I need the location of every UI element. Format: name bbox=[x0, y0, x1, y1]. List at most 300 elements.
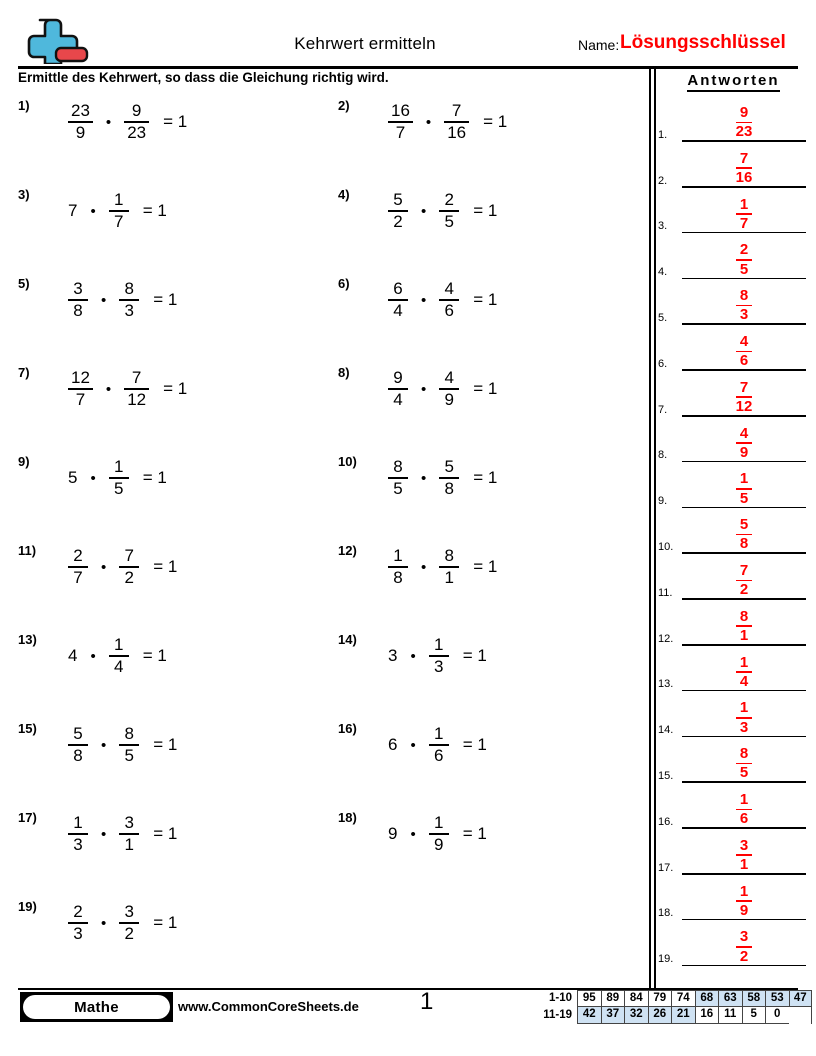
left-fraction-denominator: 8 bbox=[73, 746, 83, 766]
score-cell: 84 bbox=[624, 990, 648, 1007]
right-fraction bbox=[119, 725, 139, 766]
answer-index: 11. bbox=[658, 586, 673, 599]
right-fraction bbox=[439, 280, 459, 321]
score-cell: 0 bbox=[765, 1007, 789, 1024]
right-fraction-denominator: 3 bbox=[124, 301, 134, 321]
answer-value bbox=[682, 884, 806, 919]
equals-result: = 1 bbox=[462, 646, 487, 665]
right-fraction-denominator: 3 bbox=[434, 657, 444, 677]
answer-numerator: 4 bbox=[739, 424, 749, 442]
answer-value bbox=[682, 838, 806, 873]
answer-index: 14. bbox=[658, 724, 674, 737]
problem-15 bbox=[18, 715, 338, 804]
right-fraction-numerator: 2 bbox=[444, 189, 454, 209]
left-fraction-denominator: 7 bbox=[395, 123, 406, 143]
left-fraction-numerator: 2 bbox=[73, 545, 83, 565]
right-fraction-denominator: 9 bbox=[444, 390, 454, 410]
right-fraction-denominator: 6 bbox=[444, 301, 454, 321]
right-fraction bbox=[109, 191, 129, 232]
answer-index: 10. bbox=[658, 540, 674, 553]
answer-value bbox=[682, 288, 806, 323]
score-cell: 95 bbox=[577, 990, 601, 1007]
left-fraction bbox=[388, 369, 408, 410]
problem-4 bbox=[338, 181, 638, 270]
right-fraction-numerator: 1 bbox=[434, 723, 444, 743]
answer-value bbox=[682, 563, 806, 598]
answer-row bbox=[656, 737, 814, 783]
right-fraction bbox=[109, 458, 129, 499]
right-fraction bbox=[119, 547, 139, 588]
left-fraction-numerator: 9 bbox=[393, 367, 403, 387]
page-number: 1 bbox=[420, 988, 434, 1015]
problem-row bbox=[0, 715, 649, 804]
multiply-operator: • bbox=[101, 736, 107, 754]
page-header bbox=[0, 0, 816, 68]
left-fraction-numerator: 5 bbox=[393, 189, 403, 209]
left-fraction-numerator: 8 bbox=[393, 456, 403, 476]
left-whole-number: 3 bbox=[388, 646, 398, 665]
multiply-operator: • bbox=[105, 113, 112, 131]
score-cell: 58 bbox=[742, 990, 766, 1007]
score-cell-empty bbox=[789, 1007, 813, 1024]
problem-number: 8) bbox=[338, 365, 350, 380]
right-fraction bbox=[124, 369, 149, 410]
answer-row bbox=[656, 691, 814, 737]
answer-fraction bbox=[736, 517, 752, 552]
answer-numerator: 3 bbox=[739, 928, 749, 946]
right-fraction-numerator: 8 bbox=[124, 723, 134, 743]
score-cell: 21 bbox=[671, 1007, 695, 1024]
multiply-operator: • bbox=[425, 113, 432, 131]
problem-12 bbox=[338, 537, 638, 626]
answer-value bbox=[682, 426, 806, 461]
left-fraction-denominator: 7 bbox=[75, 390, 86, 410]
answer-row bbox=[656, 600, 814, 646]
right-fraction-numerator: 1 bbox=[434, 634, 444, 654]
problem-number: 7) bbox=[18, 365, 30, 380]
answer-row bbox=[656, 920, 814, 966]
left-whole-number: 6 bbox=[388, 735, 398, 754]
right-fraction-numerator: 1 bbox=[114, 456, 124, 476]
answer-index: 6. bbox=[658, 357, 668, 370]
left-fraction bbox=[388, 458, 408, 499]
answer-numerator: 1 bbox=[739, 470, 749, 488]
answer-fraction bbox=[736, 884, 752, 919]
left-fraction-denominator: 2 bbox=[393, 212, 403, 232]
multiply-operator: • bbox=[90, 202, 96, 220]
instructions-text: Ermittle des Kehrwert, so dass die Gleichung richtig wird. bbox=[18, 70, 389, 85]
problem-number: 4) bbox=[338, 187, 350, 202]
answer-index: 9. bbox=[658, 495, 668, 508]
right-fraction bbox=[439, 191, 459, 232]
right-fraction-numerator: 1 bbox=[114, 634, 124, 654]
right-fraction-numerator: 1 bbox=[434, 812, 444, 832]
left-fraction-numerator: 1 bbox=[73, 812, 83, 832]
answer-row bbox=[656, 417, 814, 463]
problem-expression bbox=[382, 448, 497, 508]
score-cell: 11 bbox=[718, 1007, 742, 1024]
answer-blank-line bbox=[682, 965, 806, 967]
problem-expression bbox=[62, 804, 177, 864]
multiply-operator: • bbox=[421, 202, 427, 220]
equals-result: = 1 bbox=[153, 824, 178, 843]
answer-denominator: 4 bbox=[739, 672, 749, 690]
problem-number: 1) bbox=[18, 98, 30, 113]
equals-result: = 1 bbox=[153, 557, 178, 576]
answer-denominator: 7 bbox=[739, 214, 749, 232]
equals-result: = 1 bbox=[473, 557, 498, 576]
right-fraction-denominator: 5 bbox=[444, 212, 454, 232]
problem-16 bbox=[338, 715, 638, 804]
right-fraction bbox=[439, 369, 459, 410]
right-fraction bbox=[439, 458, 459, 499]
answer-fraction bbox=[736, 655, 752, 690]
answer-fraction bbox=[736, 426, 752, 461]
answers-panel bbox=[656, 68, 816, 988]
plus-minus-logo bbox=[18, 18, 90, 64]
right-fraction-numerator: 9 bbox=[131, 100, 142, 120]
problem-number: 9) bbox=[18, 454, 30, 469]
answer-numerator: 8 bbox=[739, 745, 749, 763]
right-fraction-denominator: 6 bbox=[434, 746, 444, 766]
left-fraction-numerator: 23 bbox=[71, 100, 90, 120]
answer-denominator: 9 bbox=[739, 901, 749, 919]
equals-result: = 1 bbox=[163, 379, 188, 398]
score-cell: 42 bbox=[577, 1007, 601, 1024]
right-fraction bbox=[119, 903, 139, 944]
problem-number: 6) bbox=[338, 276, 350, 291]
answer-row bbox=[656, 96, 814, 142]
answer-value bbox=[682, 151, 806, 186]
problem-5 bbox=[18, 270, 338, 359]
problem-expression bbox=[62, 537, 177, 597]
answer-fraction bbox=[736, 197, 752, 232]
answer-value bbox=[682, 197, 806, 232]
left-whole-number: 9 bbox=[388, 824, 398, 843]
score-cell: 5 bbox=[742, 1007, 766, 1024]
left-fraction-denominator: 4 bbox=[393, 390, 403, 410]
answer-fraction bbox=[736, 471, 752, 506]
left-fraction bbox=[68, 102, 93, 143]
answer-value bbox=[682, 929, 806, 964]
problem-3 bbox=[18, 181, 338, 270]
problem-14 bbox=[338, 626, 638, 715]
problem-expression bbox=[382, 92, 507, 152]
page-footer bbox=[0, 990, 816, 1056]
equals-result: = 1 bbox=[142, 201, 167, 220]
problem-expression bbox=[382, 270, 497, 330]
problem-expression bbox=[62, 270, 177, 330]
equals-result: = 1 bbox=[473, 468, 498, 487]
answer-numerator: 2 bbox=[739, 241, 749, 259]
problem-row bbox=[0, 448, 649, 537]
answer-numerator: 1 bbox=[739, 882, 749, 900]
problem-expression bbox=[62, 715, 177, 775]
answer-denominator: 1 bbox=[739, 855, 749, 873]
right-fraction-numerator: 3 bbox=[124, 901, 134, 921]
problem-6 bbox=[338, 270, 638, 359]
answer-index: 15. bbox=[658, 769, 674, 782]
equals-result: = 1 bbox=[462, 824, 487, 843]
score-cell: 79 bbox=[648, 990, 672, 1007]
right-fraction-denominator: 16 bbox=[447, 123, 467, 143]
score-cell: 53 bbox=[765, 990, 789, 1007]
answer-index: 16. bbox=[658, 815, 674, 828]
score-row bbox=[528, 1007, 812, 1024]
answer-row bbox=[656, 646, 814, 692]
answer-denominator: 1 bbox=[739, 626, 749, 644]
answer-index: 13. bbox=[658, 678, 674, 691]
answer-index: 7. bbox=[658, 403, 668, 416]
problem-row bbox=[0, 92, 649, 181]
answer-key-badge: Lösungsschlüssel bbox=[620, 32, 786, 53]
left-fraction-denominator: 9 bbox=[75, 123, 86, 143]
answer-fraction bbox=[736, 151, 753, 186]
right-fraction-denominator: 1 bbox=[124, 835, 134, 855]
multiply-operator: • bbox=[421, 291, 427, 309]
answer-fraction bbox=[736, 700, 752, 735]
problem-number: 3) bbox=[18, 187, 30, 202]
problem-expression bbox=[382, 626, 487, 686]
multiply-operator: • bbox=[410, 736, 416, 754]
left-fraction-denominator: 5 bbox=[393, 479, 403, 499]
right-fraction-numerator: 7 bbox=[131, 367, 142, 387]
multiply-operator: • bbox=[101, 825, 107, 843]
answer-value bbox=[682, 334, 806, 369]
multiply-operator: • bbox=[421, 469, 427, 487]
score-row-label: 11-19 bbox=[543, 1009, 572, 1021]
answer-row bbox=[656, 325, 814, 371]
problem-row bbox=[0, 537, 649, 626]
answer-value bbox=[682, 700, 806, 735]
left-fraction-numerator: 3 bbox=[73, 278, 83, 298]
multiply-operator: • bbox=[90, 647, 96, 665]
problem-number: 14) bbox=[338, 632, 357, 647]
answer-numerator: 7 bbox=[739, 378, 749, 396]
score-cell: 89 bbox=[601, 990, 625, 1007]
left-fraction bbox=[388, 191, 408, 232]
answer-row bbox=[656, 875, 814, 921]
left-fraction-numerator: 1 bbox=[393, 545, 403, 565]
left-fraction bbox=[68, 814, 88, 855]
answer-index: 12. bbox=[658, 632, 674, 645]
answer-fraction bbox=[736, 563, 752, 598]
score-table bbox=[528, 990, 812, 1024]
right-fraction-denominator: 2 bbox=[124, 568, 134, 588]
right-fraction-denominator: 12 bbox=[127, 390, 147, 410]
problem-expression bbox=[382, 359, 497, 419]
answer-row bbox=[656, 233, 814, 279]
right-fraction-numerator: 8 bbox=[124, 278, 134, 298]
answer-index: 18. bbox=[658, 907, 674, 920]
left-fraction-numerator: 2 bbox=[73, 901, 83, 921]
right-fraction bbox=[429, 725, 449, 766]
equals-result: = 1 bbox=[142, 468, 167, 487]
problem-expression bbox=[62, 359, 187, 419]
answer-fraction bbox=[736, 746, 752, 781]
right-fraction-denominator: 5 bbox=[124, 746, 134, 766]
problem-row bbox=[0, 359, 649, 448]
answer-denominator: 3 bbox=[739, 306, 749, 324]
right-fraction-numerator: 1 bbox=[114, 189, 124, 209]
right-fraction bbox=[439, 547, 459, 588]
problem-expression bbox=[382, 715, 487, 775]
answer-numerator: 5 bbox=[739, 516, 749, 534]
right-fraction-numerator: 8 bbox=[444, 545, 454, 565]
problem-number: 13) bbox=[18, 632, 37, 647]
answer-index: 1. bbox=[658, 128, 668, 141]
equals-result: = 1 bbox=[153, 913, 178, 932]
answer-fraction bbox=[736, 334, 752, 369]
answer-value bbox=[682, 105, 806, 140]
problem-1 bbox=[18, 92, 338, 181]
vertical-divider-outer bbox=[649, 68, 651, 988]
answers-list bbox=[656, 96, 814, 966]
right-fraction-denominator: 8 bbox=[444, 479, 454, 499]
left-fraction bbox=[388, 280, 408, 321]
problem-number: 10) bbox=[338, 454, 357, 469]
problem-number: 2) bbox=[338, 98, 350, 113]
answer-row bbox=[656, 554, 814, 600]
left-fraction-numerator: 6 bbox=[393, 278, 403, 298]
answer-denominator: 3 bbox=[739, 718, 749, 736]
left-fraction bbox=[68, 725, 88, 766]
answer-row bbox=[656, 188, 814, 234]
left-fraction-denominator: 8 bbox=[393, 568, 403, 588]
answer-fraction bbox=[736, 242, 752, 277]
left-fraction bbox=[388, 102, 413, 143]
equals-result: = 1 bbox=[473, 290, 498, 309]
multiply-operator: • bbox=[105, 380, 112, 398]
answer-value bbox=[682, 746, 806, 781]
answer-index: 8. bbox=[658, 449, 668, 462]
right-fraction-denominator: 1 bbox=[444, 568, 454, 588]
problem-number: 12) bbox=[338, 543, 357, 558]
answer-row bbox=[656, 783, 814, 829]
answer-index: 3. bbox=[658, 220, 668, 233]
left-fraction-denominator: 7 bbox=[73, 568, 83, 588]
score-cell: 74 bbox=[671, 990, 695, 1007]
score-cell: 26 bbox=[648, 1007, 672, 1024]
problem-expression bbox=[62, 626, 167, 686]
problem-expression bbox=[382, 804, 487, 864]
answer-denominator: 8 bbox=[739, 535, 749, 553]
left-fraction-numerator: 16 bbox=[391, 100, 410, 120]
left-whole-number: 7 bbox=[68, 201, 78, 220]
right-fraction bbox=[119, 814, 139, 855]
website-url: www.CommonCoreSheets.de bbox=[178, 999, 359, 1014]
right-fraction bbox=[429, 636, 449, 677]
answer-value bbox=[682, 471, 806, 506]
answer-row bbox=[656, 829, 814, 875]
left-fraction bbox=[68, 280, 88, 321]
problem-row bbox=[0, 893, 649, 982]
score-cell: 68 bbox=[695, 990, 719, 1007]
problem-13 bbox=[18, 626, 338, 715]
problem-row bbox=[0, 626, 649, 715]
answer-numerator: 1 bbox=[739, 653, 749, 671]
answer-row bbox=[656, 279, 814, 325]
multiply-operator: • bbox=[421, 380, 427, 398]
problem-expression bbox=[62, 893, 177, 953]
equals-result: = 1 bbox=[153, 735, 178, 754]
problem-row bbox=[0, 270, 649, 359]
score-row-label: 1-10 bbox=[548, 992, 572, 1004]
right-fraction bbox=[429, 814, 449, 855]
right-fraction bbox=[444, 102, 469, 143]
left-whole-number: 4 bbox=[68, 646, 78, 665]
problem-grid bbox=[0, 92, 649, 982]
answer-numerator: 9 bbox=[739, 104, 749, 122]
answer-value bbox=[682, 242, 806, 277]
problem-number: 15) bbox=[18, 721, 37, 736]
answer-index: 19. bbox=[658, 953, 674, 966]
answer-denominator: 2 bbox=[739, 947, 749, 965]
answer-index: 2. bbox=[658, 174, 668, 187]
problem-expression bbox=[62, 181, 167, 241]
problem-row bbox=[0, 181, 649, 270]
answer-row bbox=[656, 371, 814, 417]
problem-number: 17) bbox=[18, 810, 37, 825]
problem-7 bbox=[18, 359, 338, 448]
answer-denominator: 5 bbox=[739, 489, 749, 507]
right-fraction-denominator: 4 bbox=[114, 657, 124, 677]
score-row bbox=[528, 990, 812, 1007]
multiply-operator: • bbox=[410, 825, 416, 843]
equals-result: = 1 bbox=[462, 735, 487, 754]
left-fraction-denominator: 8 bbox=[73, 301, 83, 321]
answer-numerator: 7 bbox=[739, 561, 749, 579]
answer-row bbox=[656, 142, 814, 188]
right-fraction bbox=[109, 636, 129, 677]
right-fraction-denominator: 2 bbox=[124, 924, 134, 944]
answer-fraction bbox=[736, 609, 752, 644]
left-fraction-numerator: 5 bbox=[73, 723, 83, 743]
left-fraction-denominator: 3 bbox=[73, 835, 83, 855]
right-fraction-denominator: 5 bbox=[114, 479, 124, 499]
left-fraction-denominator: 3 bbox=[73, 924, 83, 944]
problem-number: 16) bbox=[338, 721, 357, 736]
multiply-operator: • bbox=[90, 469, 96, 487]
answer-numerator: 8 bbox=[739, 287, 749, 305]
right-fraction-numerator: 7 bbox=[451, 100, 462, 120]
left-fraction bbox=[68, 547, 88, 588]
answer-denominator: 5 bbox=[739, 764, 749, 782]
answer-fraction bbox=[736, 929, 752, 964]
answer-denominator: 9 bbox=[739, 443, 749, 461]
answer-numerator: 4 bbox=[739, 333, 749, 350]
answer-value bbox=[682, 792, 806, 827]
right-fraction-denominator: 23 bbox=[127, 123, 147, 143]
right-fraction-numerator: 4 bbox=[444, 278, 454, 298]
score-cell: 47 bbox=[789, 990, 813, 1007]
problem-11 bbox=[18, 537, 338, 626]
equals-result: = 1 bbox=[153, 290, 178, 309]
left-fraction bbox=[388, 547, 408, 588]
name-label: Name: bbox=[578, 37, 620, 53]
score-cell: 32 bbox=[624, 1007, 648, 1024]
score-cell: 63 bbox=[718, 990, 742, 1007]
left-fraction-denominator: 4 bbox=[393, 301, 403, 321]
problem-number: 18) bbox=[338, 810, 357, 825]
answer-row bbox=[656, 508, 814, 554]
answer-numerator: 1 bbox=[739, 195, 749, 213]
problem-row bbox=[0, 804, 649, 893]
multiply-operator: • bbox=[101, 291, 107, 309]
problem-expression bbox=[62, 92, 187, 152]
equals-result: = 1 bbox=[163, 112, 188, 131]
answer-fraction bbox=[736, 838, 752, 873]
